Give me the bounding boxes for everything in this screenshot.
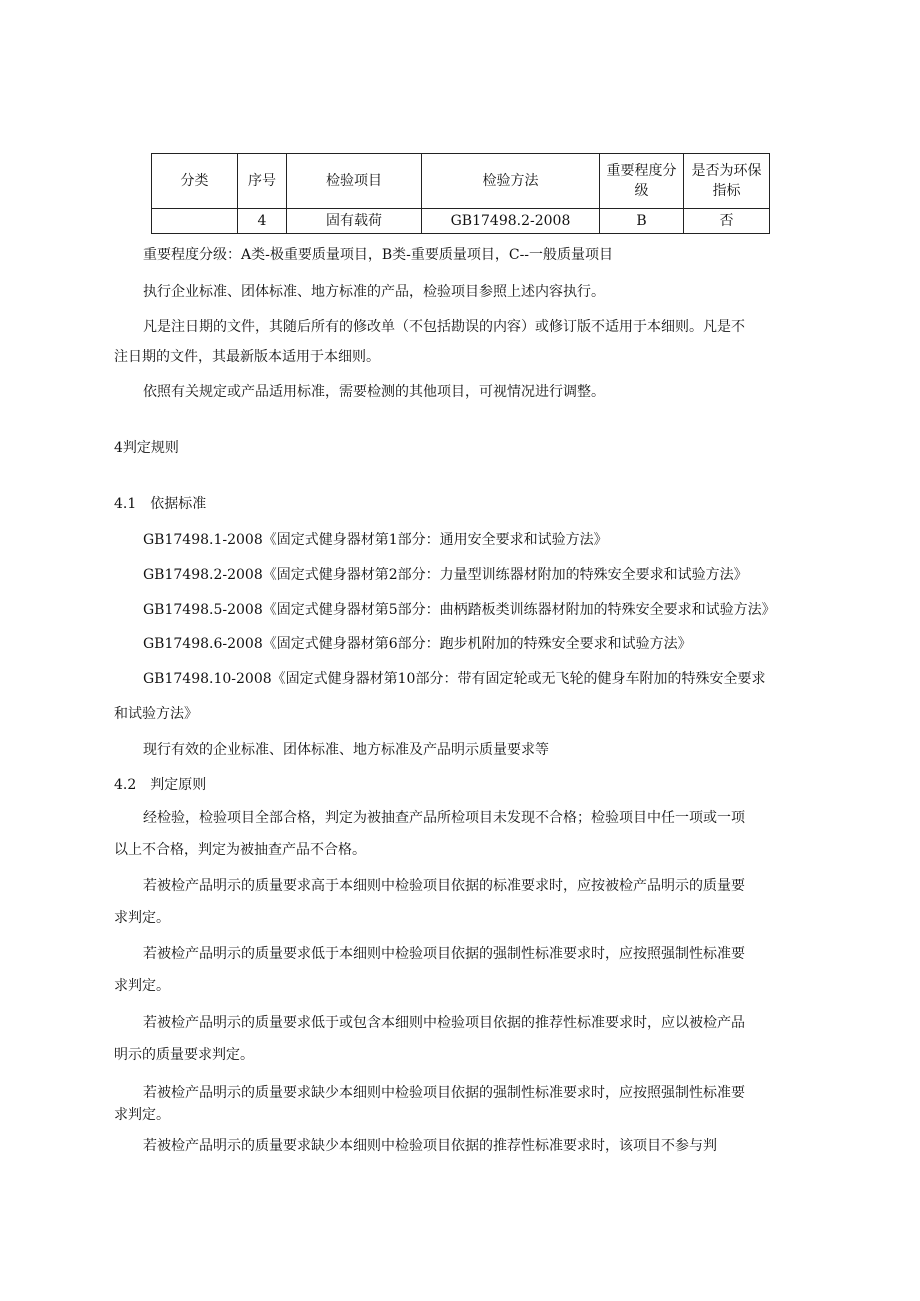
cell-eco-indicator: 否 — [684, 209, 770, 234]
principle-line: 求判定。 — [114, 1107, 170, 1123]
standard-item-continued: 和试验方法》 — [114, 706, 198, 722]
table-header-row — [152, 154, 770, 209]
principle-paragraph — [114, 1136, 810, 1156]
principle-paragraph — [114, 808, 810, 860]
section-4-2-title: 4.2 判定原则 — [114, 777, 207, 793]
header-method: 检验方法 — [422, 154, 600, 209]
principle-line: 若被检产品明示的质量要求高于本细则中检验项目依据的标准要求时，应按被检产品明示的质量要 — [143, 878, 745, 894]
principle-line: 求判定。 — [114, 910, 170, 926]
standard-item: GB17498.5-2008《固定式健身器材第5部分：曲柄踏板类训练器材附加的特殊安全要求和试验方法》 — [143, 602, 776, 618]
principle-line: 若被检产品明示的质量要求缺少本细则中检验项目依据的强制性标准要求时，应按照强制性标准要 — [143, 1085, 745, 1101]
inspection-items-table — [151, 153, 770, 234]
standard-item: GB17498.10-2008《固定式健身器材第10部分：带有固定轮或无飞轮的健身车附加的特殊安全要求 — [143, 671, 766, 687]
principle-line: 以上不合格，判定为被抽查产品不合格。 — [114, 842, 366, 858]
principle-line: 若被检产品明示的质量要求低于或包含本细则中检验项目依据的推荐性标准要求时，应以被检产品 — [143, 1015, 745, 1031]
adjust-note: 依照有关规定或产品适用标准，需要检测的其他项目，可视情况进行调整。 — [143, 384, 605, 400]
table-row — [152, 209, 770, 234]
principle-line: 经检验，检验项目全部合格，判定为被抽查产品所检项目未发现不合格；检验项目中任一项或一项 — [143, 810, 745, 826]
principle-line: 若被检产品明示的质量要求低于本细则中检验项目依据的强制性标准要求时，应按照强制性标准要 — [143, 946, 745, 962]
standard-item: GB17498.6-2008《固定式健身器材第6部分：跑步机附加的特殊安全要求和试验方法》 — [143, 636, 692, 652]
grading-note: 重要程度分级：A类-极重要质量项目，B类-重要质量项目，C--一般质量项目 — [143, 247, 614, 263]
dated-docs-line-1: 凡是注日期的文件，其随后所有的修改单（不包括勘误的内容）或修订版不适用于本细则。凡是不 — [143, 319, 745, 335]
principle-paragraph — [114, 944, 810, 996]
current-standards-note: 现行有效的企业标准、团体标准、地方标准及产品明示质量要求等 — [143, 742, 549, 758]
cell-method: GB17498.2-2008 — [422, 209, 600, 234]
cell-category — [152, 209, 238, 234]
other-standards-note: 执行企业标准、团体标准、地方标准的产品，检验项目参照上述内容执行。 — [143, 284, 605, 300]
header-importance: 重要程度分级 — [600, 154, 684, 209]
principle-line: 求判定。 — [114, 978, 170, 994]
section-4-1-title: 4.1 依据标准 — [114, 496, 207, 512]
section-4-title: 4判定规则 — [114, 440, 179, 456]
header-serial: 序号 — [238, 154, 287, 209]
standard-item: GB17498.2-2008《固定式健身器材第2部分：力量型训练器材附加的特殊安全要求和试验方法》 — [143, 567, 748, 583]
principle-paragraph — [114, 1013, 810, 1065]
principle-paragraph — [114, 1083, 810, 1125]
header-category: 分类 — [152, 154, 238, 209]
principle-paragraph — [114, 876, 810, 928]
header-item: 检验项目 — [287, 154, 422, 209]
dated-docs-paragraph — [114, 317, 810, 367]
principle-line: 若被检产品明示的质量要求缺少本细则中检验项目依据的推荐性标准要求时，该项目不参与判 — [143, 1138, 717, 1154]
header-eco-indicator: 是否为环保指标 — [684, 154, 770, 209]
cell-importance: B — [600, 209, 684, 234]
cell-item: 固有载荷 — [287, 209, 422, 234]
cell-serial: 4 — [238, 209, 287, 234]
dated-docs-line-2: 注日期的文件，其最新版本适用于本细则。 — [114, 349, 380, 365]
principle-line: 明示的质量要求判定。 — [114, 1047, 254, 1063]
standard-item: GB17498.1-2008《固定式健身器材第1部分：通用安全要求和试验方法》 — [143, 532, 608, 548]
